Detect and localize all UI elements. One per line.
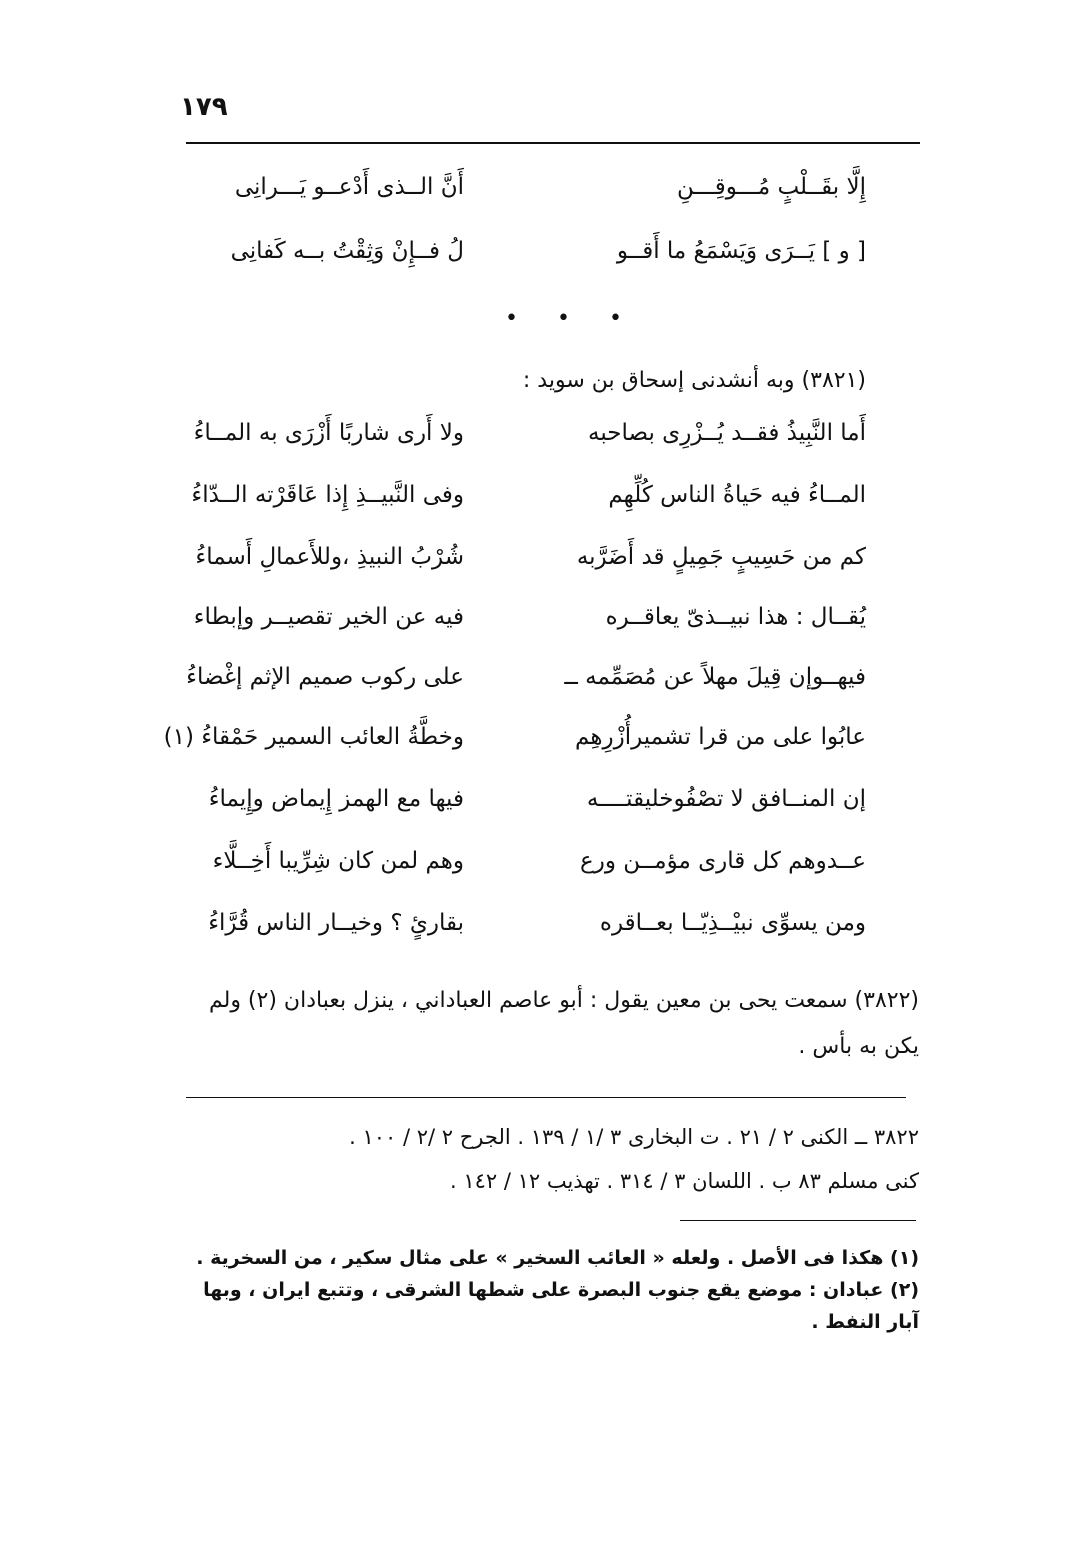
verse-hemistich-second: على ركوب صميم الإثم إغْضاءُ [186, 664, 464, 690]
references-block [184, 1115, 919, 1203]
verse-hemistich-second: بقارئٍ ؟ وخيــار الناس قُرَّاءُ [208, 910, 464, 936]
references-line: كنى مسلم ٨٣ ب . اللسان ٣ / ٣١٤ . تهذيب ١٢ / ١٤٢ . [449, 1169, 919, 1193]
footnote-2: (٢) عبادان : موضع يقع جنوب البصرة على شطها الشرقى ، وتتبع ايران ، وبها آبار النفط . [203, 1279, 919, 1333]
verse-hemistich-second: وهم لمن كان شِرِّيبا أَخِــلَّاء [212, 848, 464, 874]
verse-hemistich-second: وخطَّةُ العائب السمير حَمْقاءُ (١) [163, 724, 464, 750]
verse-hemistich-second: شُرْبُ النبيذِ ،وللأَعمالِ أَسماءُ [195, 544, 464, 570]
verse-hemistich-second: لُ فــإِنْ وَثِقْتُ بــه كَفانِى [230, 238, 464, 264]
verse-hemistich-first: عــدوهم كل قارى مؤمــن ورع [580, 848, 866, 874]
entry-3821-intro: (٣٨٢١) وبه أنشدنى إسحاق بن سويد : [522, 368, 866, 393]
verse-hemistich-first: إن المنــافق لا تصْفُوخليقتــــه [586, 786, 866, 812]
references-line: ٣٨٢٢ ــ الكنى ٢ / ٢١ . ت البخارى ٣ /١ / ١٣٩ . الجرح ٢ /٢ / ١٠٠ . [349, 1125, 919, 1149]
section-separator: • • • [505, 306, 638, 331]
footnote-1: (١) هكذا فى الأصل . ولعله « العائب السخير » على مثال سكير ، من السخرية . [196, 1247, 919, 1269]
verse-hemistich-first: عابُوا على من قرا تشميرأُزْرِهِم [575, 724, 866, 750]
verse-hemistich-second: فيها مع الهمز إِيماض وإِيماءُ [208, 786, 464, 812]
verse-hemistich-first: إِلَّا بقَــلْبٍ مُـــوقِـــنِ [677, 174, 866, 200]
verse-hemistich-second: أَنَّ الــذى أَدْعــو يَـــرانِى [234, 174, 464, 200]
verse-hemistich-first: أَما النَّبِيذُ فقــد يُــزْرِى بصاحبه [588, 420, 866, 446]
verse-hemistich-second: ولا أَرى شاربًا أَزْرَى به المــاءُ [193, 420, 464, 446]
verse-hemistich-first: فيهــوإن قِيلَ مهلاً عن مُصَمِّمه ــ [564, 664, 866, 690]
page-number: ١٧٩ [180, 92, 228, 122]
verse-hemistich-second: فيه عن الخير تقصيــر وإبطاء [193, 604, 464, 630]
verse-hemistich-first: المــاءُ فيه حَياةُ الناس كُلِّهِم [608, 482, 866, 508]
verse-hemistich-second: وفى النَّبيــذِ إِذا عَاقَرْته الــدّاءُ [191, 482, 464, 508]
verse-hemistich-first: كم من حَسِيبٍ جَمِيلٍ قد أَضَرَّبه [576, 544, 866, 570]
verse-hemistich-first: يُقــال : هذا نبيــذىّ يعاقــره [605, 604, 866, 630]
verse-hemistich-first: ومن يسوِّى نبيْــذِيّــا بعــاقره [599, 910, 866, 936]
footnotes-rule [680, 1220, 916, 1221]
verse-hemistich-first: [ و ] يَــرَى وَيَسْمَعُ ما أَقــو [616, 238, 866, 264]
header-rule [186, 142, 920, 144]
entry-3822-text: (٣٨٢٢) سمعت يحى بن معين يقول : أبو عاصم العباداني ، ينزل بعبادان (٢) ولم يكن به بأس . [208, 988, 919, 1059]
footnotes-block [171, 1242, 919, 1338]
references-rule [186, 1097, 906, 1098]
